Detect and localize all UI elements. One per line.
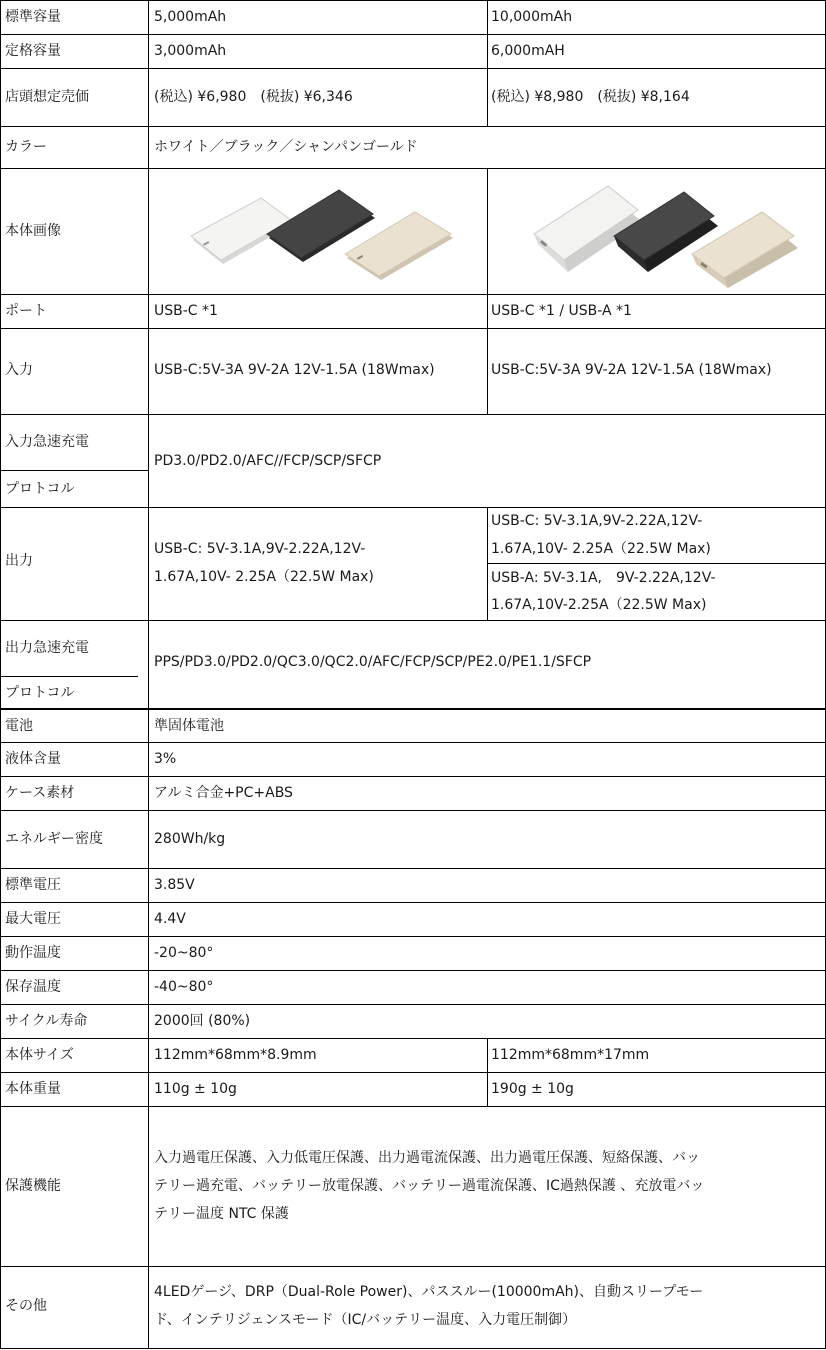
label-cycle: サイクル寿命 (5, 1013, 88, 1029)
value-output-10000-c-line1: USB-C: 5V-3.1A,9V-2.22A,12V- (491, 513, 703, 529)
value-input-10000: USB-C:5V-3A 9V-2A 12V-1.5A (18Wmax) (491, 362, 772, 378)
row-divider (0, 936, 826, 937)
value-size-5000: 112mm*68mm*8.9mm (154, 1047, 317, 1063)
row-divider (0, 126, 826, 127)
label-output-fast-1: 出力急速充電 (5, 640, 89, 656)
row-divider (0, 328, 826, 329)
value-energy: 280Wh/kg (154, 831, 226, 847)
label-max-voltage: 最大電圧 (5, 911, 61, 927)
value-weight-5000: 110g ± 10g (154, 1081, 237, 1097)
value-std-voltage: 3.85V (154, 877, 195, 893)
value-color: ホワイト／ブラック／シャンパンゴールド (154, 139, 418, 155)
value-case: アルミ合金+PC+ABS (154, 785, 293, 801)
row-divider (0, 868, 826, 869)
label-output: 出力 (5, 553, 33, 569)
row-divider (0, 1004, 826, 1005)
value-rated-capacity-5000: 3,000mAh (154, 43, 227, 59)
value-max-voltage: 4.4V (154, 911, 186, 927)
label-storage-temp: 保存温度 (5, 979, 61, 995)
value-price-10000: (税込) ¥8,980 (税抜) ¥8,164 (491, 89, 690, 105)
label-case: ケース素材 (5, 785, 75, 801)
label-color: カラー (5, 139, 47, 155)
row-divider (0, 620, 826, 621)
row-divider (0, 1072, 826, 1073)
row-divider (0, 902, 826, 903)
row-divider (0, 742, 826, 743)
value-storage-temp: -40~80° (154, 979, 214, 995)
value-size-10000: 112mm*68mm*17mm (491, 1047, 650, 1063)
value-input-5000: USB-C:5V-3A 9V-2A 12V-1.5A (18Wmax) (154, 362, 435, 378)
column-divider (148, 0, 149, 1349)
product-image-5000 (185, 182, 465, 282)
value-weight-10000: 190g ± 10g (491, 1081, 574, 1097)
value-output-10000-c-line2: 1.67A,10V- 2.25A（22.5W Max) (491, 541, 711, 557)
label-input: 入力 (5, 362, 33, 378)
value-input-fast: PD3.0/PD2.0/AFC//FCP/SCP/SFCP (154, 453, 382, 469)
label-output-fast-2: プロトコル (5, 685, 75, 701)
row-divider (0, 776, 826, 777)
label-energy: エネルギー密度 (5, 831, 103, 847)
row-divider (0, 970, 826, 971)
value-cycle: 2000回 (80%) (154, 1013, 251, 1029)
value-battery: 準固体電池 (154, 718, 224, 734)
label-input-fast-2: プロトコル (5, 481, 75, 497)
label-rated-capacity: 定格容量 (5, 43, 61, 59)
label-protection: 保護機能 (5, 1178, 61, 1194)
row-divider (0, 810, 826, 811)
value-rated-capacity-10000: 6,000mAH (491, 43, 565, 59)
label-port: ポート (5, 303, 47, 319)
value-standard-capacity-5000: 5,000mAh (154, 9, 227, 25)
label-op-temp: 動作温度 (5, 945, 61, 961)
value-protection-line2: テリー過充電、バッテリー放電保護、バッテリー過電流保護、IC過熱保護 、充放電バッ (154, 1178, 705, 1194)
value-protection-line1: 入力過電圧保護、入力低電圧保護、出力過電流保護、出力過電圧保護、短絡保護、バッ (154, 1150, 700, 1166)
label-std-voltage: 標準電圧 (5, 877, 61, 893)
label-size: 本体サイズ (5, 1047, 74, 1063)
value-output-10000-a-line2: 1.67A,10V-2.25A（22.5W Max) (491, 597, 707, 613)
label-input-fast-1: 入力急速充電 (5, 434, 89, 450)
row-divider (0, 294, 826, 295)
row-divider (0, 0, 826, 1)
row-divider (0, 1038, 826, 1039)
row-divider (0, 470, 148, 471)
row-divider (0, 676, 138, 677)
value-price-5000: (税込) ¥6,980 (税抜) ¥6,346 (154, 89, 353, 105)
row-divider (0, 1266, 826, 1267)
value-output-10000-a-line1: USB-A: 5V-3.1A, 9V-2.22A,12V- (491, 570, 716, 586)
value-other-line2: ド、インテリジェンスモード（IC/バッテリー温度、入力電圧制御） (154, 1312, 577, 1328)
column-divider (487, 1038, 488, 1106)
product-image-10000 (520, 172, 805, 290)
value-port-5000: USB-C *1 (154, 303, 218, 319)
label-battery: 電池 (5, 718, 33, 734)
label-image: 本体画像 (5, 223, 61, 239)
column-divider (0, 0, 1, 1349)
column-divider (487, 0, 488, 126)
value-output-5000-line1: USB-C: 5V-3.1A,9V-2.22A,12V- (154, 541, 366, 557)
row-divider (0, 708, 826, 710)
label-other: その他 (5, 1298, 47, 1314)
value-protection-line3: テリー温度 NTC 保護 (154, 1206, 289, 1222)
value-op-temp: -20~80° (154, 945, 214, 961)
row-divider (0, 168, 826, 169)
label-standard-capacity: 標準容量 (5, 9, 61, 25)
value-port-10000: USB-C *1 / USB-A *1 (491, 303, 632, 319)
row-divider (0, 34, 826, 35)
row-divider (0, 1106, 826, 1107)
value-standard-capacity-10000: 10,000mAh (491, 9, 573, 25)
column-divider (487, 507, 488, 620)
value-liquid: 3% (154, 751, 177, 767)
row-divider (0, 68, 826, 69)
label-liquid: 液体含量 (5, 751, 61, 767)
column-divider (487, 168, 488, 414)
label-price: 店頭想定売価 (5, 89, 89, 105)
value-output-fast: PPS/PD3.0/PD2.0/QC3.0/QC2.0/AFC/FCP/SCP/PE2.0/PE1.1/SFCP (154, 654, 592, 670)
value-other-line1: 4LEDゲージ、DRP（Dual-Role Power)、パススルー(10000mAh)、自動スリープモー (154, 1284, 704, 1300)
row-divider (0, 1348, 826, 1349)
value-output-5000-line2: 1.67A,10V- 2.25A（22.5W Max) (154, 569, 374, 585)
label-weight: 本体重量 (5, 1081, 61, 1097)
row-divider (0, 414, 826, 415)
